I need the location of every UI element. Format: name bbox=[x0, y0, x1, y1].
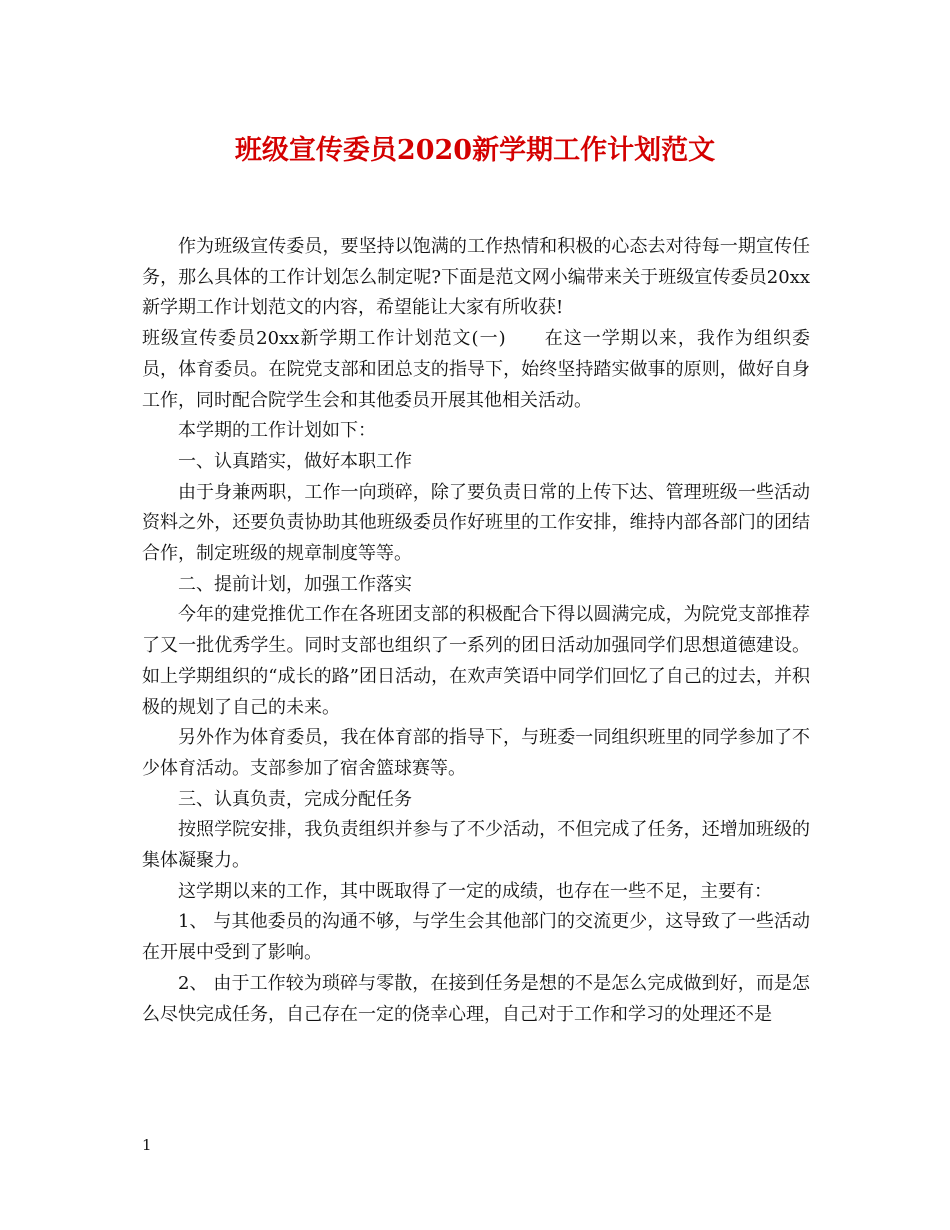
paragraph: 今年的建党推优工作在各班团支部的积极配合下得以圆满完成，为院党支部推荐了又一批优秀学生。同时支部也组织了一系列的团日活动加强同学们思想道德建设。如上学期组织的“成长的路”团日活动，在欢声笑语中同学们回忆了自己的过去，并积极的规划了自己的未来。 bbox=[142, 604, 810, 718]
paragraph: 由于身兼两职，工作一向琐碎，除了要负责日常的上传下达、管理班级一些活动资料之外，还要负责协助其他班级委员作好班里的工作安排，维持内部各部门的团结合作，制定班级的规章制度等等。 bbox=[142, 481, 810, 565]
paragraph: 1、 与其他委员的沟通不够，与学生会其他部门的交流更少，这导致了一些活动在开展中受到了影响。 bbox=[142, 911, 810, 964]
paragraph: 一、认真踏实，做好本职工作 bbox=[178, 450, 412, 472]
paragraph: 2、 由于工作较为琐碎与零散，在接到任务是想的不是怎么完成做到好，而是怎么尽快完成任务，自己存在一定的侥幸心理，自己对于工作和学习的处理还不是 bbox=[142, 972, 810, 1025]
paragraph: 二、提前计划，加强工作落实 bbox=[178, 573, 412, 595]
paragraph: 作为班级宣传委员，要坚持以饱满的工作热情和积极的心态去对待每一期宣传任务，那么具体的工作计划怎么制定呢?下面是范文网小编带来关于班级宣传委员20xx新学期工作计划范文的内容，希望能让大家有所收获! bbox=[142, 236, 810, 319]
paragraph: 另外作为体育委员，我在体育部的指导下，与班委一同组织班里的同学参加了不少体育活动。支部参加了宿舍篮球赛等。 bbox=[142, 727, 810, 779]
document-body bbox=[142, 232, 810, 1030]
page-number: 1 bbox=[142, 1136, 152, 1154]
paragraph: 这学期以来的工作，其中既取得了一定的成绩，也存在一些不足，主要有： bbox=[178, 880, 772, 902]
paragraph: 按照学院安排，我负责组织并参与了不少活动，不但完成了任务，还增加班级的集体凝聚力。 bbox=[142, 819, 810, 872]
paragraph: 三、认真负责，完成分配任务 bbox=[178, 788, 412, 810]
paragraph: 本学期的工作计划如下： bbox=[178, 420, 376, 442]
document-title: 班级宣传委员2020新学期工作计划范文 bbox=[234, 135, 716, 166]
paragraph: 班级宣传委员20xx新学期工作计划范文(一) 在这一学期以来，我作为组织委员，体育委员。在院党支部和团总支的指导下，始终坚持踏实做事的原则，做好自身工作，同时配合院学生会和其他委员开展其他相关活动。 bbox=[142, 328, 810, 411]
